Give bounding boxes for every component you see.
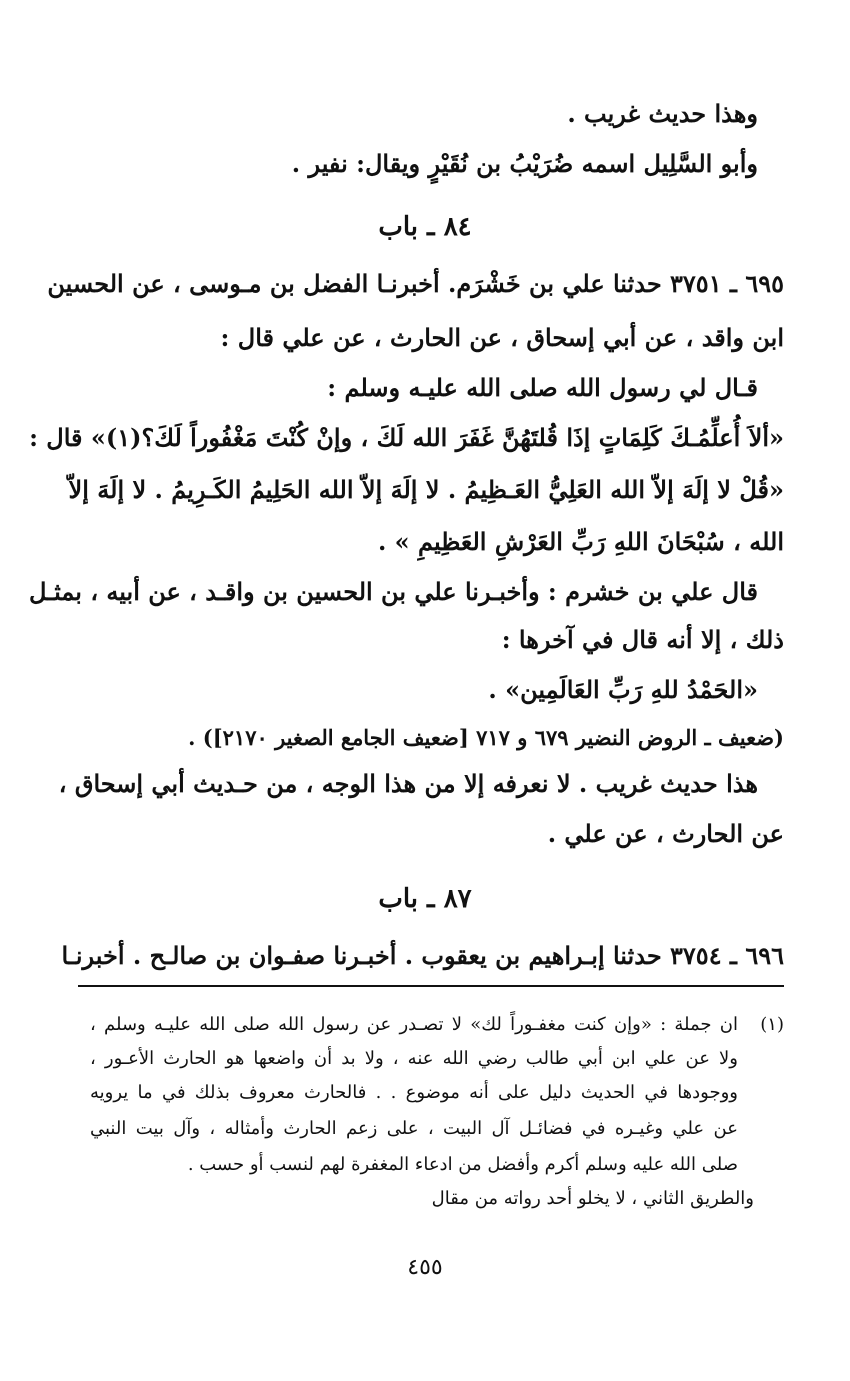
footnote-line-4: عن علي وغيـره في فضائـل آل البيت ، على زعم الحارث وأمثاله ، وآل بيت النبي — [90, 1118, 738, 1139]
commentary-line-1: هذا حديث غريب . لا نعرفه إلا من هذا الوجه ، من حـديث أبي إسحاق ، — [58, 769, 758, 798]
hadith-grading: (ضعيف ـ الروض النضير ٦٧٩ و ٧١٧ [ضعيف الجامع الصغير ٢١٧٠]) . — [188, 725, 784, 750]
hadith-696-line-1: ٦٩٦ ـ ٣٧٥٤ حدثنا إبـراهيم بن يعقوب . أخبـرنا صفـوان بن صالـح . أخبرنـا — [61, 941, 784, 970]
footnote-line-3: ووجودها في الحديث دليل على أنه موضوع . . فالحارث معروف بذلك في ما يرويه — [90, 1082, 738, 1103]
hadith-695-line-6: الله ، سُبْحَانَ اللهِ رَبِّ العَرْشِ العَظِيمِ » . — [377, 527, 784, 556]
chapter-heading-84: ٨٤ ـ باب — [378, 212, 472, 242]
hadith-695-line-2: ابن واقد ، عن أبي إسحاق ، عن الحارث ، عن علي قال : — [220, 323, 784, 352]
text-line-1: وهذا حديث غريب . — [567, 99, 758, 128]
footnote-line-1: ان جملة : «وإن كنت مغفـوراً لك» لا تصـدر عن رسول الله صلى الله عليـه وسلم ، — [90, 1014, 738, 1035]
hadith-695-line-7: قال علي بن خشرم : وأخبـرنا علي بن الحسين بن واقـد ، عن أبيه ، بمثـل — [28, 577, 758, 606]
hadith-695-line-9: «الحَمْدُ للهِ رَبِّ العَالَمِين» . — [488, 675, 758, 704]
footnote-line-6: والطريق الثاني ، لا يخلو أحد رواته من مقال — [431, 1188, 754, 1209]
footnote-line-2: ولا عن علي ابن أبي طالب رضي الله عنه ، ولا بد أن واضعها هو الحارث الأعـور ، — [90, 1048, 738, 1069]
hadith-695-line-1: ٦٩٥ ـ ٣٧٥١ حدثنا علي بن خَشْرَم. أخبرنـا الفضل بن مـوسى ، عن الحسين — [47, 269, 784, 298]
footnote-marker: (١) — [760, 1014, 784, 1035]
chapter-heading-87: ٨٧ ـ باب — [378, 884, 472, 914]
page-number: ٤٥٥ — [407, 1255, 443, 1280]
commentary-line-2: عن الحارث ، عن علي . — [547, 819, 784, 848]
hadith-695-line-5: «قُلْ لا إلَهَ إلاّ الله العَلِيُّ العَـظِيمُ . لا إلَهَ إلاّ الله الحَلِيمُ الكَـرِيمُ . لا إلَهَ إلاّ — [68, 475, 784, 504]
hadith-695-line-3: قـال لي رسول الله صلى الله عليـه وسلم : — [327, 373, 758, 402]
footnote-line-5: صلى الله عليه وسلم أكرم وأفضل من ادعاء المغفرة لهم لنسب أو حسب . — [187, 1154, 738, 1175]
hadith-695-line-4: «ألاَ أُعلِّمُـكَ كَلِمَاتٍ إذَا قُلتَهُنَّ غَفَرَ الله لَكَ ، وإنْ كُنْتَ مَغْفُوراً لَكَ؟(١)» قال : — [29, 423, 784, 452]
footnote-separator — [78, 985, 784, 987]
text-line-2: وأبو السَّلِيل اسمه ضُرَيْبُ بن نُقَيْرٍ ويقال: نفير . — [291, 149, 758, 178]
hadith-695-line-8: ذلك ، إلا أنه قال في آخرها : — [501, 625, 784, 654]
